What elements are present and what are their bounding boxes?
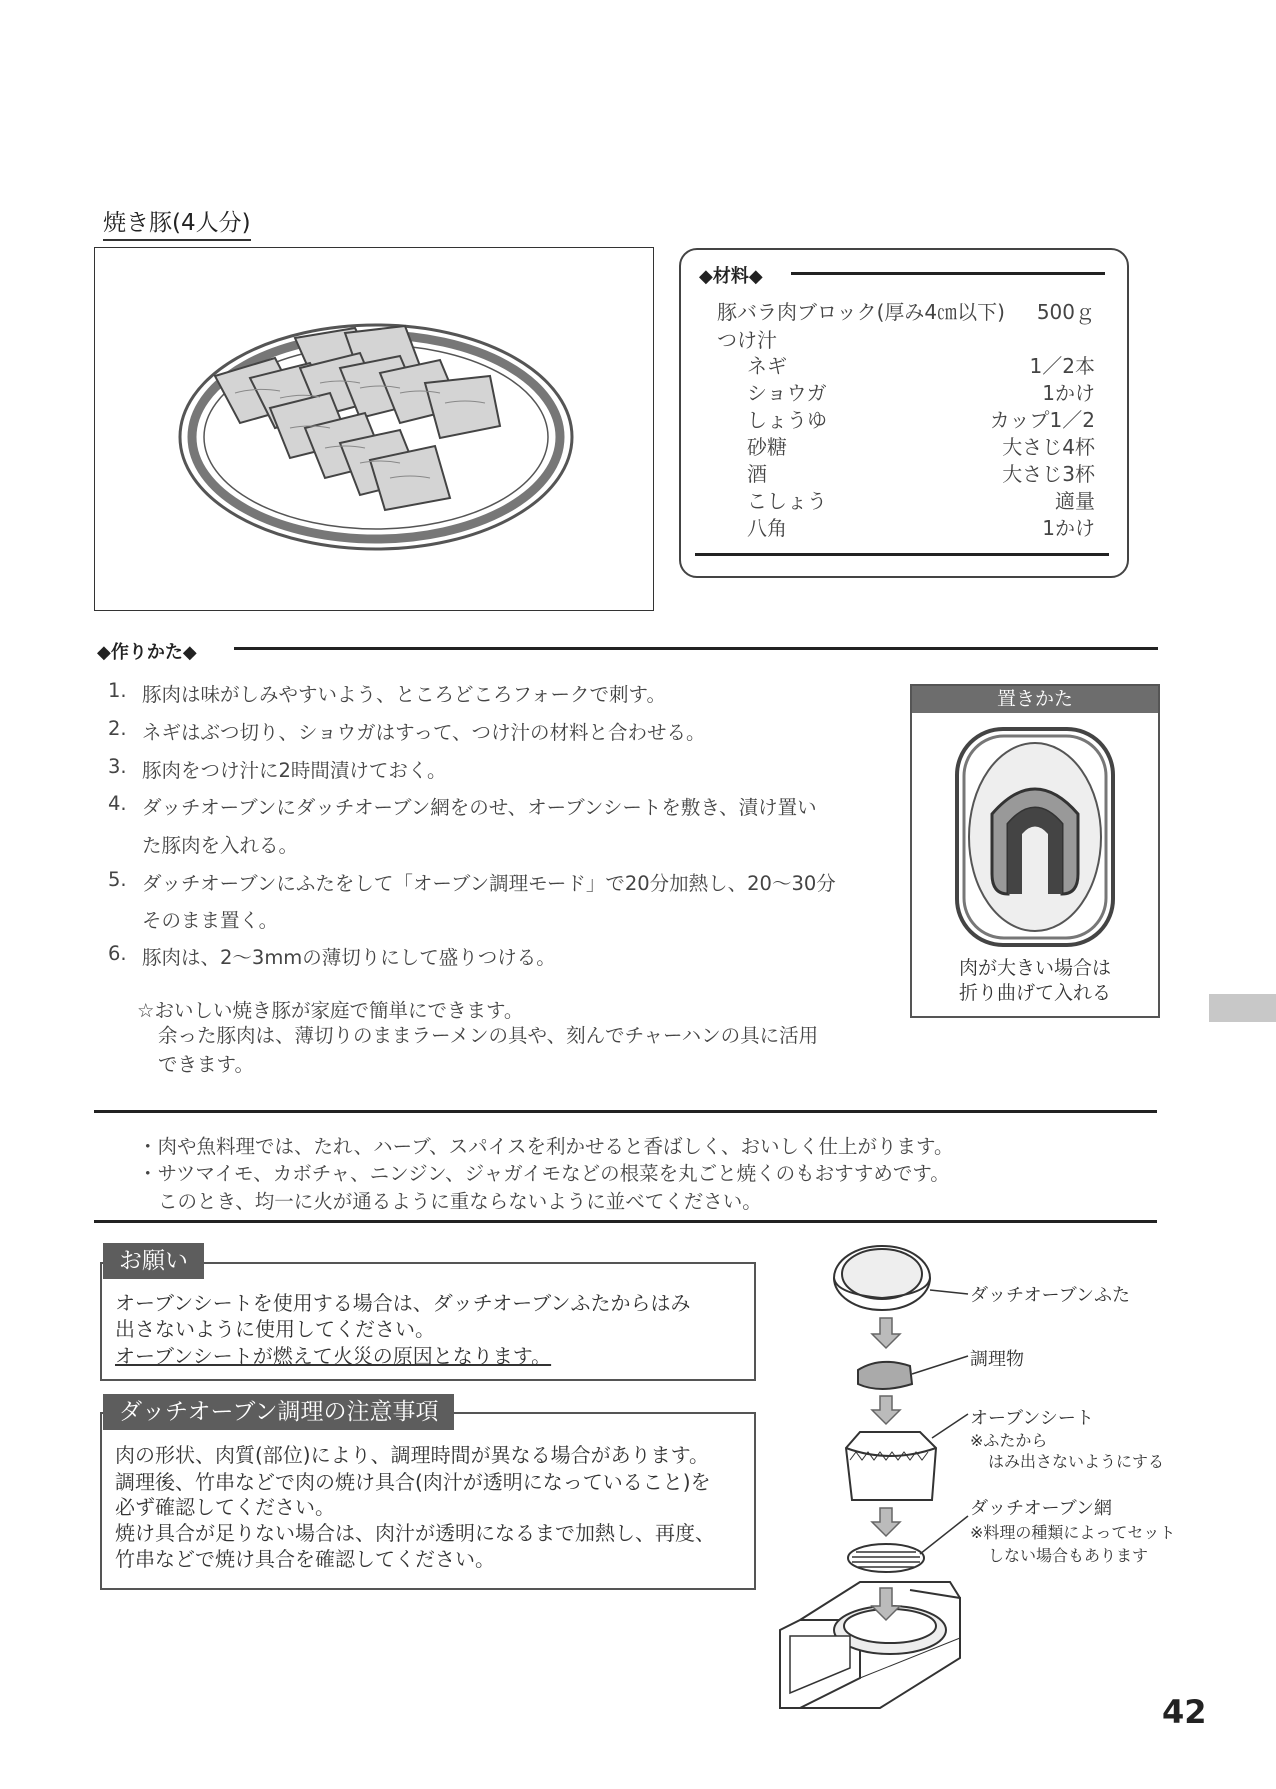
main-ingredient-name: 豚バラ肉ブロック(厚み4㎝以下) <box>717 300 1005 324</box>
ingredient-amount: 適量 <box>1055 489 1095 513</box>
sheet-note: ※ふたから <box>970 1431 1048 1450</box>
page-number: 42 <box>1162 1693 1207 1731</box>
placement-heading: 置きかた <box>912 686 1158 713</box>
tips-top-rule <box>94 1110 1157 1113</box>
sliced-pork-plate-image <box>95 248 652 609</box>
step-number: 1. <box>108 679 127 702</box>
main-ingredient-amount: 500ｇ <box>1036 300 1095 324</box>
step-text: た豚肉を入れる。 <box>142 834 299 857</box>
tips-bottom-rule <box>94 1220 1157 1223</box>
ingredient-amount: 1かけ <box>1042 381 1095 405</box>
chapter-tab <box>1209 994 1276 1022</box>
ingredient-name: ネギ <box>747 354 787 378</box>
note-line: 余った豚肉は、薄切りのままラーメンの具や、刻んでチャーハンの具に活用 <box>158 1024 819 1047</box>
step-text: ダッチオーブンにダッチオーブン網をのせ、オーブンシートを敷き、漬け置い <box>142 796 817 819</box>
caution-line: 肉の形状、肉質(部位)により、調理時間が異なる場合があります。 <box>115 1443 710 1467</box>
tip-line: ・肉や魚料理では、たれ、ハーブ、スパイスを利かせると香ばしく、おいしく仕上がります。 <box>138 1135 954 1158</box>
step-text: ダッチオーブンにふたをして「オーブン調理モード」で20分加熱し、20〜30分 <box>142 872 836 895</box>
tip-line: ・サツマイモ、カボチャ、ニンジン、ジャガイモなどの根菜を丸ごと焼くのもおすすめです。 <box>138 1162 950 1185</box>
caption-line: 肉が大きい場合は <box>958 957 1111 979</box>
ingredient-name: 八角 <box>747 516 787 540</box>
caution-box <box>100 1412 756 1590</box>
step-number: 6. <box>108 942 127 965</box>
step-text: 豚肉は、2〜3mmの薄切りにして盛りつける。 <box>142 946 556 969</box>
dutch-oven-assembly-diagram <box>760 1238 1020 1738</box>
ingredient-name: 酒 <box>747 462 767 486</box>
dish-illustration <box>94 247 654 611</box>
request-line: オーブンシートを使用する場合は、ダッチオーブンふたからはみ <box>115 1291 691 1315</box>
rack-note: しない場合もあります <box>988 1546 1149 1565</box>
rack-note: ※料理の種類によってセット <box>970 1523 1176 1542</box>
ingredient-amount: 1かけ <box>1042 516 1095 540</box>
note-line: できます。 <box>158 1053 254 1076</box>
note-line: ☆おいしい焼き豚が家庭で簡単にできます。 <box>137 999 524 1022</box>
step-number: 2. <box>108 717 127 740</box>
step-text: ネギはぶつ切り、ショウガはすって、つけ汁の材料と合わせる。 <box>142 721 706 744</box>
caution-line: 調理後、竹串などで肉の焼け具合(肉汁が透明になっていること)を <box>115 1470 711 1494</box>
ingredients-heading: ◆材料◆ <box>699 266 763 287</box>
folded-meat-diagram <box>952 724 1118 950</box>
ingredient-amount: 大さじ4杯 <box>1002 435 1095 459</box>
food-label: 調理物 <box>970 1349 1024 1370</box>
request-line: 出さないように使用してください。 <box>115 1317 435 1341</box>
step-number: 5. <box>108 868 127 891</box>
caution-line: 竹串などで焼け具合を確認してください。 <box>115 1547 495 1571</box>
sheet-label: オーブンシート <box>970 1408 1094 1429</box>
sauce-label: つけ汁 <box>717 328 777 352</box>
request-box <box>100 1262 756 1381</box>
method-rule <box>234 647 1158 650</box>
caution-line: 必ず確認してください。 <box>115 1495 335 1519</box>
ingredient-name: しょうゆ <box>747 408 827 432</box>
step-number: 3. <box>108 755 127 778</box>
caution-line: 焼け具合が足りない場合は、肉汁が透明になるまで加熱し、再度、 <box>115 1521 715 1545</box>
caption-line: 折り曲げて入れる <box>958 982 1111 1004</box>
rack-label: ダッチオーブン網 <box>970 1498 1113 1519</box>
request-tag: お願い <box>103 1243 204 1279</box>
ingredient-amount: 1／2本 <box>1029 354 1095 378</box>
caution-tag: ダッチオーブン調理の注意事項 <box>103 1394 454 1430</box>
page-title: 焼き豚(4人分) <box>103 204 251 241</box>
lid-label: ダッチオーブンふた <box>970 1285 1131 1306</box>
ingredient-amount: 大さじ3杯 <box>1002 462 1095 486</box>
bottom-rule <box>695 553 1109 556</box>
step-number: 4. <box>108 792 127 815</box>
placement-box <box>910 684 1160 1018</box>
ingredient-name: こしょう <box>747 489 827 513</box>
step-text: 豚肉をつけ汁に2時間漬けておく。 <box>142 759 447 782</box>
step-text: 豚肉は味がしみやすいよう、ところどころフォークで刺す。 <box>142 683 666 706</box>
sheet-note: はみ出さないようにする <box>988 1452 1165 1471</box>
ingredient-name: 砂糖 <box>747 435 787 459</box>
step-text: そのまま置く。 <box>142 909 279 932</box>
heading-rule <box>791 272 1105 275</box>
ingredients-box <box>679 248 1129 578</box>
request-warning: オーブンシートが燃えて火災の原因となります。 <box>115 1344 552 1368</box>
ingredient-name: ショウガ <box>747 381 827 405</box>
placement-caption <box>912 956 1158 1006</box>
ingredient-amount: カップ1／2 <box>989 408 1095 432</box>
tip-line: このとき、均一に火が通るように重ならないように並べてください。 <box>158 1190 762 1213</box>
method-heading: ◆作りかた◆ <box>97 642 197 663</box>
